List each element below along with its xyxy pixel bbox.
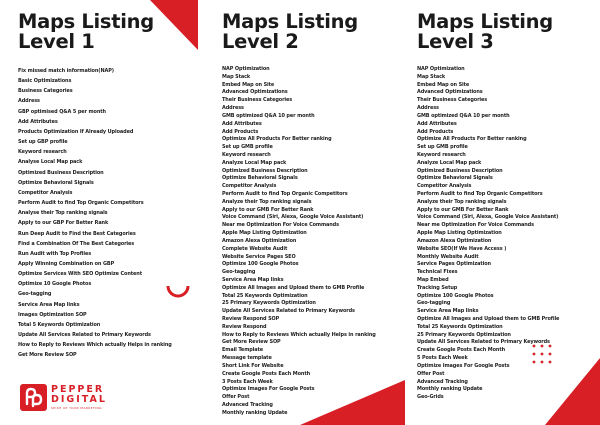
list-item: Products Optimization If Already Uploaded: [18, 128, 134, 135]
level-1-column: [18, 0, 200, 425]
list-item: 3 Posts Each Week: [222, 378, 273, 385]
level-1-title: [18, 0, 200, 57]
list-item: Voice Command (Siri, Alexa, Google Voice Assistant): [417, 214, 559, 221]
list-item: Offer Post: [222, 394, 250, 401]
list-item: Total 25 Keywords Optimization: [222, 292, 308, 299]
list-item: 25 Primary Keywords Optimization: [222, 300, 316, 307]
list-item: Apply to our GBP For Better Rank: [18, 220, 109, 227]
list-item: Optimize All Images and Upload them to GMB Profile: [417, 316, 560, 322]
list-item: Optimize All Products For Better ranking: [417, 136, 527, 143]
list-item: Monthly ranking Update: [417, 386, 483, 393]
list-item: Advanced Optimizations: [417, 89, 483, 96]
list-item: Their Business Categories: [417, 97, 488, 104]
list-item: Competitor Analysis: [222, 183, 277, 190]
list-item: Total 5 Keywords Optimization: [18, 321, 101, 328]
list-item: Set up GMB profile: [222, 144, 273, 151]
list-item: GMB optimized Q&A 10 per month: [417, 112, 510, 119]
list-item: Analyze Local Map pack: [222, 159, 287, 166]
list-item: Advanced Optimizations: [222, 89, 288, 96]
logo-tagline: SPICE UP YOUR MARKETING: [51, 406, 102, 410]
list-item: Technical Fixes: [417, 269, 458, 276]
level-2-title: [222, 0, 402, 57]
list-item: Run Deep Audit to Find the Best Categories: [18, 230, 136, 237]
list-item: Service Pages Optimization: [417, 261, 491, 268]
list-item: Get More Review SOP: [18, 352, 77, 359]
list-item: Complete Website Audit: [222, 245, 288, 252]
list-item: Geo-tagging: [417, 300, 451, 307]
list-item: NAP Optimization: [222, 66, 270, 72]
list-item: Analyze their Top ranking signals: [417, 198, 507, 205]
list-item: Optimize Behavioral Signals: [222, 175, 298, 182]
list-item: Optimize 100 Google Photos: [417, 292, 494, 299]
list-item: Geo-Grids: [417, 394, 444, 401]
list-item: Monthly ranking Update: [222, 409, 288, 416]
list-item: Message template: [222, 355, 272, 362]
list-item: Geo-tagging: [18, 291, 52, 298]
list-item: Update All Services Related to Primary Keywords: [417, 339, 550, 346]
list-item: Analyse their Top ranking signals: [18, 210, 108, 217]
list-item: 25 Primary Keywords Optimization: [417, 331, 511, 338]
list-item: GBP optimised Q&A 5 per month: [18, 108, 106, 115]
level-2-title-line2: Level 2: [222, 30, 299, 53]
list-item: Competitor Analysis: [18, 189, 73, 196]
level-3-list: [417, 66, 597, 402]
list-item: Service Area Map links: [18, 301, 80, 308]
list-item: Images Optimization SOP: [18, 311, 87, 318]
list-item: Keyword research: [222, 151, 271, 158]
list-item: How to Reply to Reviews Which actually Helps in ranking: [222, 331, 376, 338]
list-item: Tracking Setup: [417, 284, 458, 291]
list-item: Optimized Business Description: [222, 167, 308, 174]
list-item: Map Stack: [222, 73, 251, 80]
list-item: Optimize Behavioral Signals: [417, 175, 493, 182]
list-item: Map Stack: [417, 73, 446, 80]
list-item: Business Categories: [18, 88, 73, 95]
list-item: Perform Audit to find Top Organic Competitors: [18, 200, 144, 207]
list-item: Update All Services Related to Primary Keywords: [222, 308, 355, 315]
list-item: Review Respond SOP: [222, 316, 280, 322]
list-item: Near me Optimization For Voice Commands: [222, 222, 339, 229]
list-item: Add Products: [417, 128, 454, 135]
list-item: Perform Audit to find Top Organic Competitors: [222, 191, 348, 197]
level-2-column: [222, 0, 402, 425]
list-item: 5 Posts Each Week: [417, 355, 468, 362]
list-item: Optimize Images For Google Posts: [222, 386, 315, 393]
list-item: Embed Map on Site: [417, 81, 470, 88]
list-item: Optimize All Images and Upload them to GMB Profile: [222, 284, 365, 291]
list-item: NAP Optimization: [417, 66, 465, 72]
level-3-title-line2: Level 3: [417, 30, 494, 53]
list-item: Geo-tagging: [222, 269, 256, 276]
list-item: Apply Winning Combination on GBP: [18, 260, 115, 267]
list-item: Add Attributes: [18, 118, 58, 125]
list-item: Optimize Images For Google Posts: [417, 362, 510, 369]
list-item: Address: [222, 105, 244, 112]
list-item: GMB optimized Q&A 10 per month: [222, 112, 315, 119]
list-item: Address: [18, 98, 40, 105]
list-item: Apple Map Listing Optimization: [222, 230, 307, 237]
list-item: Create Google Posts Each Month: [417, 347, 506, 354]
list-item: Add Attributes: [417, 120, 457, 127]
pepper-digital-logo: [20, 384, 140, 414]
level-1-title-line1: Maps Listing: [18, 10, 154, 33]
list-item: Update All Services Related to Primary Keywords: [18, 332, 151, 339]
list-item: Optimize All Products For Better ranking: [222, 136, 332, 143]
list-item: Short Link For Website: [222, 362, 284, 369]
list-item: Total 25 Keywords Optimization: [417, 323, 503, 330]
logo-word-digital: DIGITAL: [51, 394, 107, 405]
level-2-list: [222, 66, 402, 418]
list-item: Find a Combination Of The Best Categories: [18, 240, 135, 247]
list-item: Monthly Website Audit: [417, 253, 479, 260]
list-item: Analyze Local Map pack: [417, 159, 482, 166]
list-item: Run Audit with Top Profiles: [18, 250, 92, 257]
list-item: Amazon Alexa Optimization: [222, 237, 297, 244]
list-item: Review Respond: [222, 323, 267, 330]
list-item: Embed Map on Site: [222, 81, 275, 88]
list-item: Service Area Map links: [222, 276, 284, 283]
list-item: Website SEO(If We Have Access ): [417, 245, 507, 252]
list-item: Optimize 100 Google Photos: [222, 261, 299, 268]
list-item: Get More Review SOP: [222, 339, 281, 346]
list-item: Service Area Map links: [417, 308, 479, 315]
level-3-title-line1: Maps Listing: [417, 10, 553, 33]
list-item: Add Products: [222, 128, 259, 135]
list-item: Analyze their Top ranking signals: [222, 198, 312, 205]
list-item: Advanced Tracking: [222, 401, 273, 408]
list-item: Offer Post: [417, 370, 445, 377]
level-1-list: [18, 66, 200, 361]
list-item: Fix missed match information(NAP): [18, 68, 114, 74]
level-2-title-line1: Maps Listing: [222, 10, 358, 33]
list-item: Apply to our GMB For Better Rank: [222, 206, 314, 213]
list-item: Email Template: [222, 347, 264, 354]
list-item: Map Embed: [417, 276, 449, 283]
list-item: Perform Audit to find Top Organic Competitors: [417, 191, 543, 197]
list-item: Voice Command (Siri, Alexa, Google Voice Assistant): [222, 214, 364, 221]
list-item: How to Reply to Reviews Which actually Helps in ranking: [18, 342, 172, 349]
list-item: Website Service Pages SEO: [222, 253, 296, 260]
list-item: Keyword research: [18, 149, 67, 156]
list-item: Near me Optimization For Voice Commands: [417, 222, 534, 229]
list-item: Optimize Behavioral Signals: [18, 179, 94, 186]
logo-word-pepper: PEPPER: [51, 384, 105, 395]
list-item: Set up GMB profile: [417, 144, 468, 151]
list-item: Apply to our GMB For Better Rank: [417, 206, 509, 213]
list-item: Basic Optimizations: [18, 78, 72, 85]
list-item: Advanced Tracking: [417, 378, 468, 385]
pepper-logo-icon: [20, 384, 47, 411]
list-item: Optimized Business Description: [417, 167, 503, 174]
list-item: Apple Map Listing Optimization: [417, 230, 502, 237]
list-item: Optimize 10 Google Photos: [18, 281, 92, 288]
list-item: Set up GBP profile: [18, 139, 68, 146]
list-item: Competitor Analysis: [417, 183, 472, 190]
list-item: Optimize Services With SEO Optimize Content: [18, 271, 142, 278]
list-item: Address: [417, 105, 439, 112]
list-item: Keyword research: [417, 151, 466, 158]
list-item: Their Business Categories: [222, 97, 293, 104]
list-item: Create Google Posts Each Month: [222, 370, 311, 377]
list-item: Analyse Local Map pack: [18, 159, 83, 166]
level-3-title: [417, 0, 597, 57]
list-item: Add Attributes: [222, 120, 262, 127]
list-item: Optimized Business Description: [18, 169, 104, 176]
list-item: Amazon Alexa Optimization: [417, 237, 492, 244]
level-3-column: [417, 0, 597, 425]
level-1-title-line2: Level 1: [18, 30, 95, 53]
